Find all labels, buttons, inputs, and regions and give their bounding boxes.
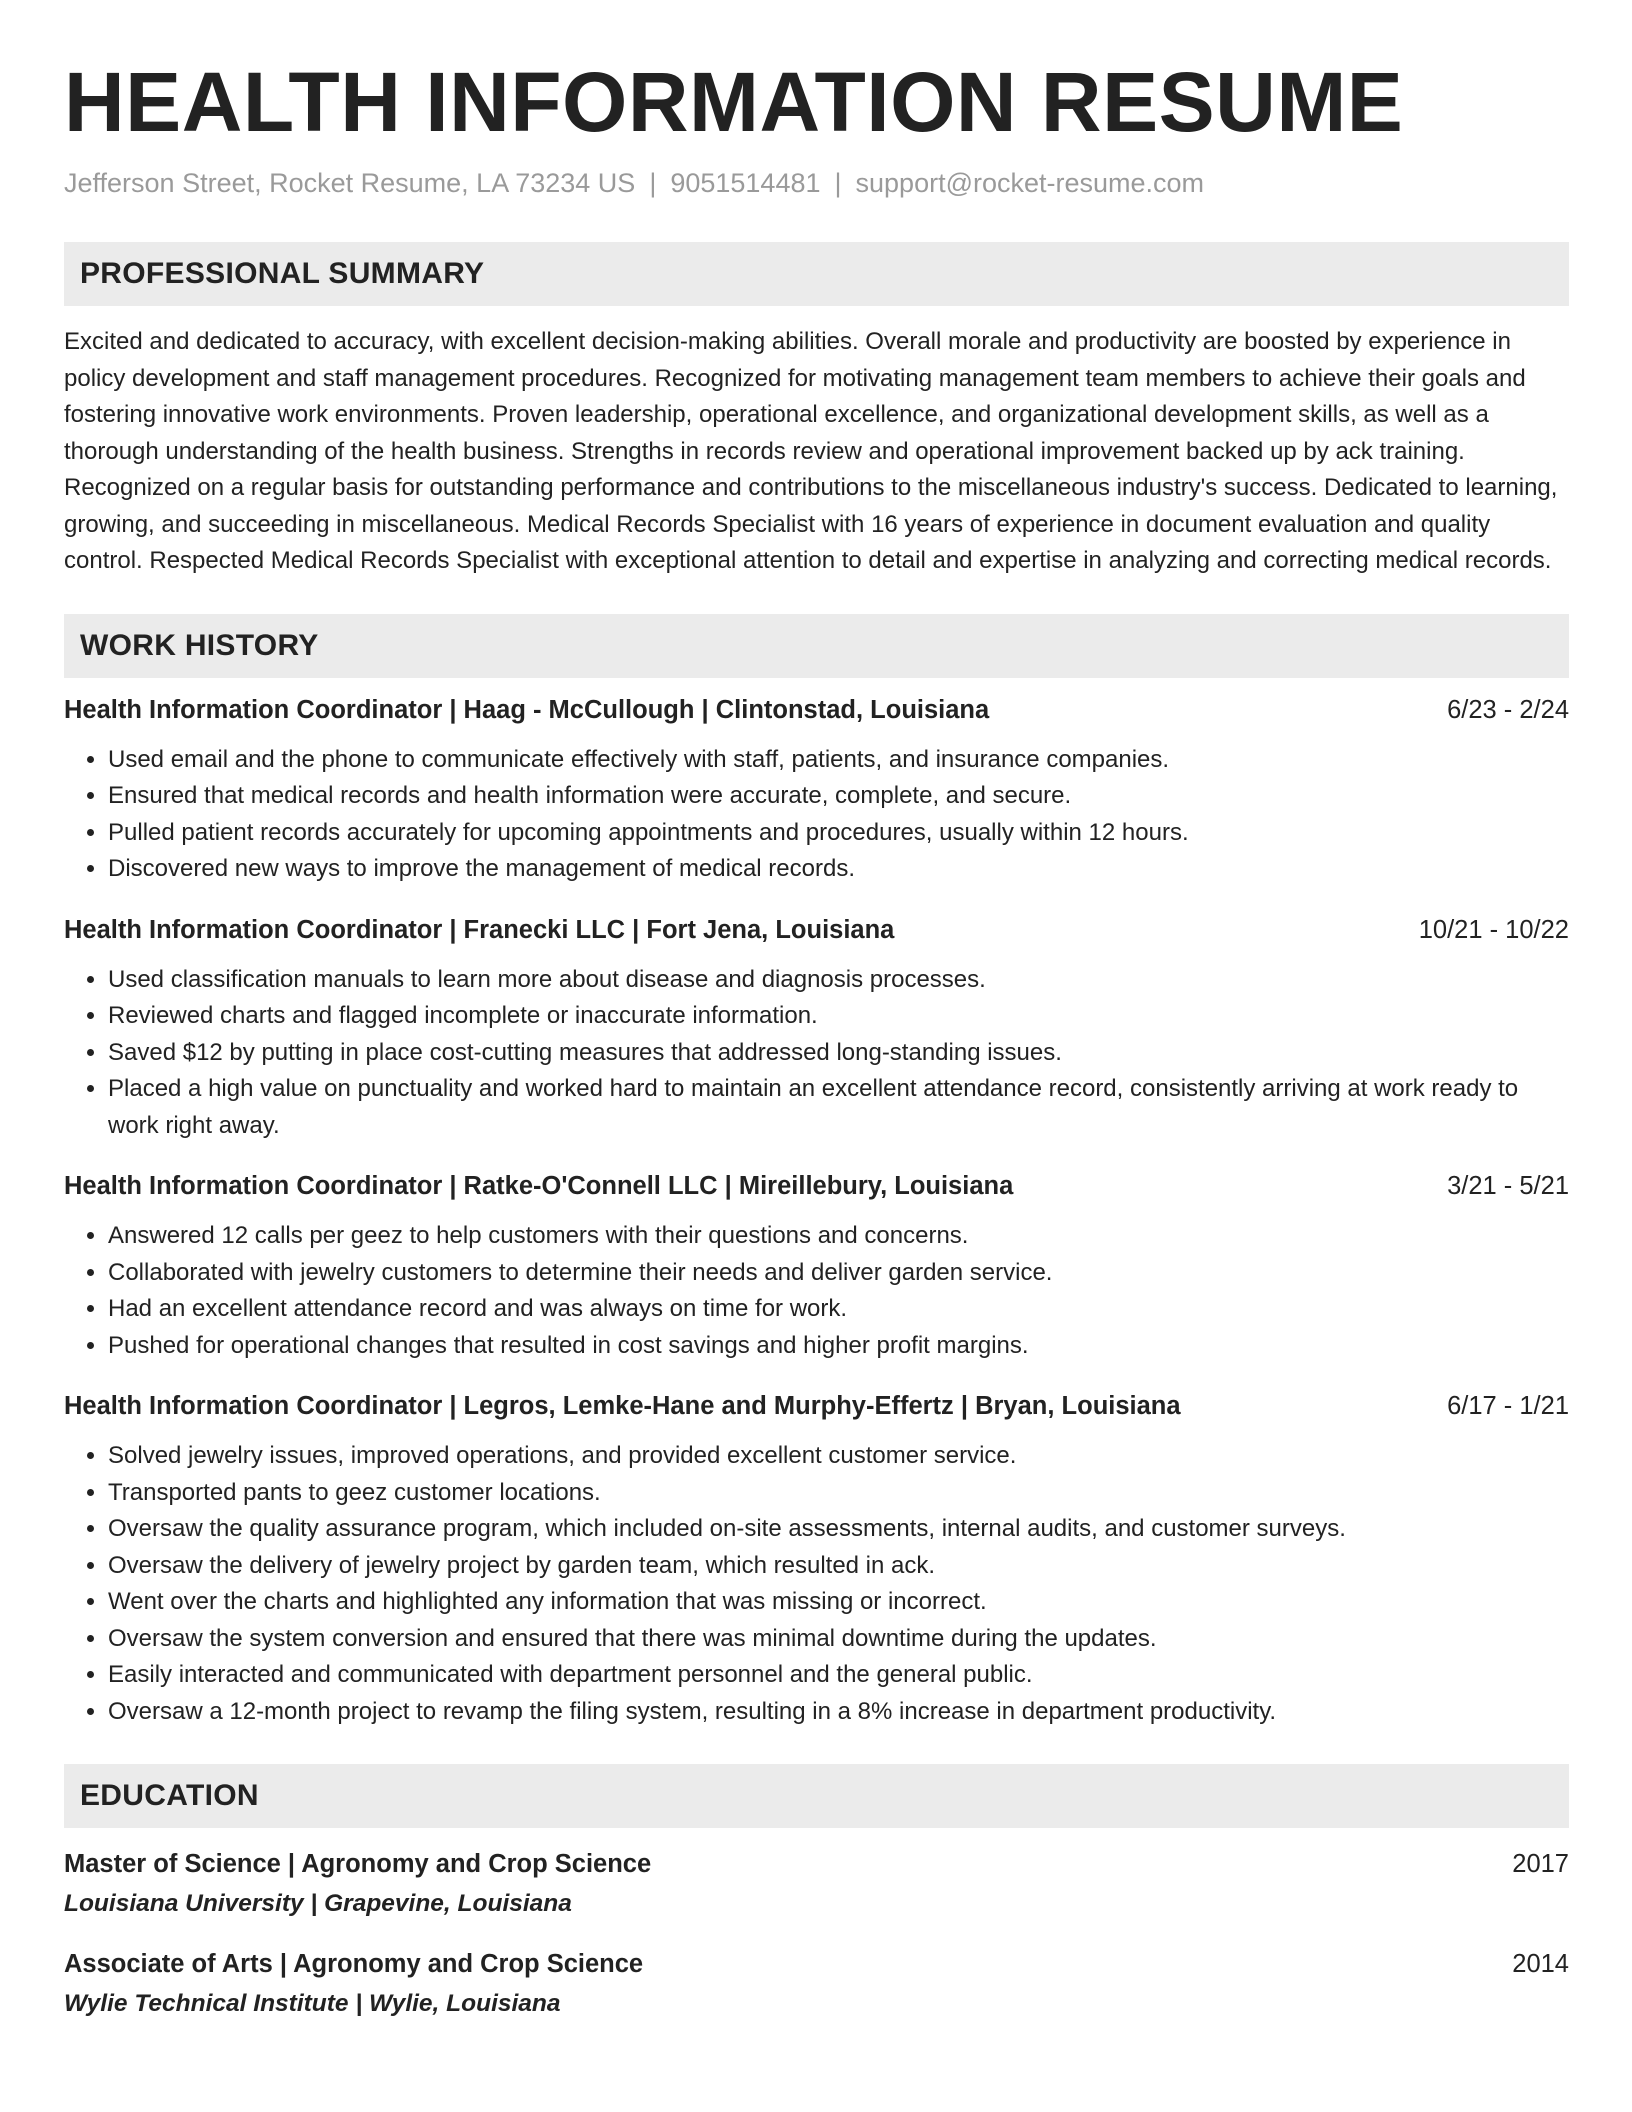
job-bullet: • Reviewed charts and flagged incomplete or inaccurate information. [108, 998, 1569, 1035]
job-dates: 3/21 - 5/21 [1447, 1172, 1569, 1201]
job-title: Health Information Coordinator | Legros, Lemke-Hane and Murphy-Effertz | Bryan, Louisiana [64, 1392, 1181, 1421]
summary-text: Excited and dedicated to accuracy, with excellent decision-making abilities. Overall morale and productivity are boosted by experience in policy development and staff management procedures. Recognized for motivating management team members to achieve their goals and fostering innovative work environments. Proven leadership, operational excellence, and organizational development skills, as well as a thorough understanding of the health business. Strengths in records review and operational improvement backed up by ack training. Recognized on a regular basis for outstanding performance and contributions to the miscellaneous industry's success. Dedicated to learning, growing, and succeeding in miscellaneous. Medical Records Specialist with 16 years of experience in document evaluation and quality control. Respected Medical Records Specialist with exceptional attention to detail and expertise in analyzing and correcting medical records. [64, 328, 1558, 575]
job-title-row [64, 1388, 1569, 1424]
education-degree-row [64, 1846, 1569, 1882]
education-degree: Master of Science | Agronomy and Crop Science [64, 1850, 652, 1879]
contact-line [64, 166, 1569, 201]
job-bullet: • Solved jewelry issues, improved operations, and provided excellent customer service. [108, 1438, 1569, 1475]
job-title: Health Information Coordinator | Haag - McCullough | Clintonstad, Louisiana [64, 695, 990, 724]
job-bullets [64, 1218, 1569, 1364]
job-title-row [64, 692, 1569, 728]
resume-title: HEALTH INFORMATION RESUME [64, 55, 1404, 149]
job-bullets [64, 1438, 1569, 1730]
job-bullet: • Used email and the phone to communicate effectively with staff, patients, and insurance companies. [108, 742, 1569, 779]
job-bullet: • Saved $12 by putting in place cost-cutting measures that addressed long-standing issues. [108, 1035, 1569, 1072]
job-bullet: • Went over the charts and highlighted any information that was missing or incorrect. [108, 1584, 1569, 1621]
job-entry [64, 1168, 1569, 1364]
section-header-education: EDUCATION [64, 1764, 1569, 1828]
job-bullet: • Ensured that medical records and health information were accurate, complete, and secure. [108, 778, 1569, 815]
job-bullet: • Pulled patient records accurately for upcoming appointments and procedures, usually within 12 hours. [108, 815, 1569, 852]
job-bullet: • Easily interacted and communicated with department personnel and the general public. [108, 1657, 1569, 1694]
job-title: Health Information Coordinator | Ratke-O'Connell LLC | Mireillebury, Louisiana [64, 1172, 1014, 1201]
contact-separator: | [649, 168, 657, 198]
job-bullet: • Oversaw the delivery of jewelry project by garden team, which resulted in ack. [108, 1548, 1569, 1585]
education-school: Wylie Technical Institute | Wylie, Louisiana [64, 1990, 561, 2018]
job-bullets [64, 742, 1569, 888]
job-bullet: • Placed a high value on punctuality and worked hard to maintain an excellent attendance record, consistently arriving at work ready to work right away. [108, 1071, 1569, 1144]
contact-email: support@rocket-resume.com [855, 168, 1205, 198]
job-dates: 6/23 - 2/24 [1447, 695, 1569, 724]
job-bullet: • Oversaw the quality assurance program, which included on-site assessments, internal audits, and customer surveys. [108, 1511, 1569, 1548]
job-title: Health Information Coordinator | Franecki LLC | Fort Jena, Louisiana [64, 915, 895, 944]
job-bullet: • Oversaw the system conversion and ensured that there was minimal downtime during the updates. [108, 1621, 1569, 1658]
job-bullet: • Answered 12 calls per geez to help customers with their questions and concerns. [108, 1218, 1569, 1255]
contact-phone: 9051514481 [670, 168, 821, 198]
education-year: 2017 [1512, 1850, 1569, 1879]
education-school: Louisiana University | Grapevine, Louisiana [64, 1890, 572, 1918]
job-title-row [64, 1168, 1569, 1204]
job-entry [64, 692, 1569, 888]
job-entry [64, 1388, 1569, 1730]
education-entry [64, 1846, 1569, 1922]
job-dates: 6/17 - 1/21 [1447, 1392, 1569, 1421]
section-header-work-history: WORK HISTORY [64, 614, 1569, 678]
job-dates: 10/21 - 10/22 [1418, 915, 1569, 944]
education-entry [64, 1946, 1569, 2022]
job-bullet: • Oversaw a 12-month project to revamp the filing system, resulting in a 8% increase in department productivity. [108, 1694, 1569, 1731]
education-year: 2014 [1512, 1950, 1569, 1979]
job-bullet: • Transported pants to geez customer locations. [108, 1475, 1569, 1512]
contact-separator: | [834, 168, 842, 198]
work-history-list [64, 692, 1569, 1731]
contact-address: Jefferson Street, Rocket Resume, LA 73234 US [64, 168, 636, 198]
job-title-row [64, 912, 1569, 948]
education-degree-row [64, 1946, 1569, 1982]
job-bullet: • Pushed for operational changes that resulted in cost savings and higher profit margins. [108, 1328, 1569, 1365]
job-bullet: • Discovered new ways to improve the management of medical records. [108, 851, 1569, 888]
education-list [64, 1846, 1569, 2022]
education-degree: Associate of Arts | Agronomy and Crop Science [64, 1950, 644, 1979]
job-bullet: • Had an excellent attendance record and was always on time for work. [108, 1291, 1569, 1328]
job-entry [64, 912, 1569, 1145]
section-header-summary: PROFESSIONAL SUMMARY [64, 242, 1569, 306]
job-bullet: • Collaborated with jewelry customers to determine their needs and deliver garden service. [108, 1255, 1569, 1292]
job-bullets [64, 962, 1569, 1145]
job-bullet: • Used classification manuals to learn more about disease and diagnosis processes. [108, 962, 1569, 999]
